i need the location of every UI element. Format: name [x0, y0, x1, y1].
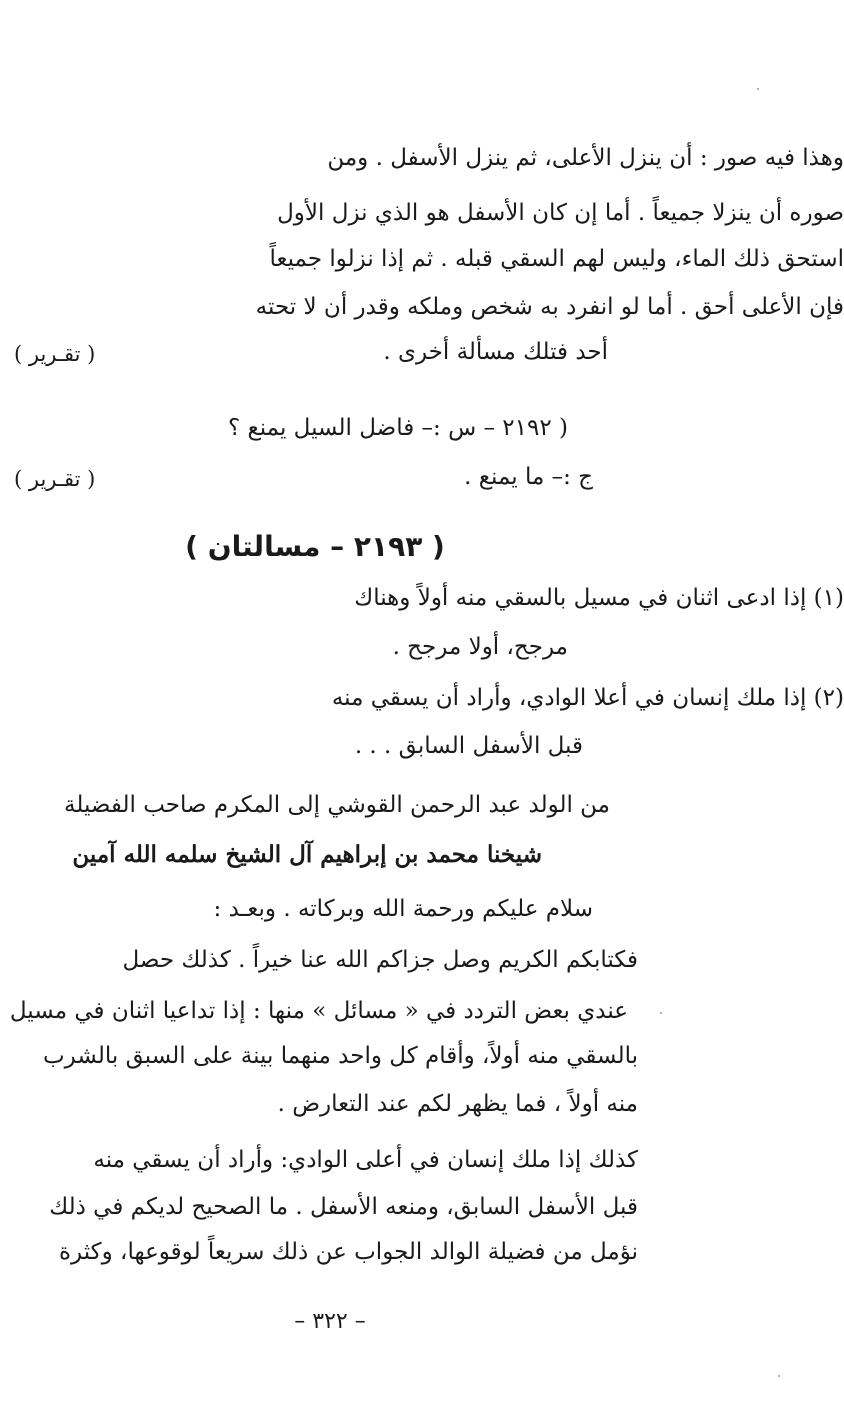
text-line: (٢) إذا ملك إنسان في أعلا الوادي، وأراد أن يسقي منه [331, 685, 844, 711]
text-line: فإن الأعلى أحق . أما لو انفرد به شخص وملكه وقدر أن لا تحته [255, 294, 844, 320]
letter-from: من الولد عبد الرحمن القوشي إلى المكرم صاحب الفضيلة [64, 792, 610, 818]
source-tag: ( تقـرير ) [14, 342, 96, 366]
scan-speck [778, 1375, 780, 1377]
letter-recipient: شيخنا محمد بن إبراهيم آل الشيخ سلمه الله آمين [72, 841, 542, 868]
page-number: – ٣٢٢ – [294, 1309, 366, 1334]
source-tag: ( تقـرير ) [14, 467, 96, 491]
text-line: نؤمل من فضيلة الوالد الجواب عن ذلك سريعاً لوقوعها، وكثرة [59, 1239, 638, 1265]
text-line: بالسقي منه أولاً، وأقام كل واحد منهما بينة على السبق بالشرب [43, 1043, 638, 1069]
scan-speck [757, 88, 759, 90]
section-title: ( ٢١٩٣ – مسالتان ) [185, 530, 445, 563]
text-line: صوره أن ينزلا جميعاً . أما إن كان الأسفل هو الذي نزل الأول [277, 200, 844, 226]
text-line: عندي بعض التردد في « مسائل » منها : إذا تداعيا اثنان في مسيل [9, 998, 628, 1024]
text-line: قبل الأسفل السابق، ومنعه الأسفل . ما الصحيح لديكم في ذلك [49, 1194, 638, 1220]
text-line: منه أولاً ، فما يظهر لكم عند التعارض . [277, 1091, 638, 1117]
text-line: (١) إذا ادعى اثنان في مسيل بالسقي منه أولاً وهناك [354, 585, 844, 611]
text-line: فكتابكم الكريم وصل جزاكم الله عنا خيراً . كذلك حصل [122, 947, 638, 973]
text-line: مرجح، أولا مرجح . [392, 634, 568, 660]
question-line: ( ٢١٩٢ – س :– فاضل السيل يمنع ؟ [227, 415, 568, 441]
scan-speck [660, 1012, 662, 1014]
text-line: قبل الأسفل السابق . . . [354, 733, 583, 759]
answer-line: ج :– ما يمنع . [464, 464, 593, 490]
letter-greeting: سلام عليكم ورحمة الله وبركاته . وبعـد : [213, 896, 593, 922]
text-line: وهذا فيه صور : أن ينزل الأعلى، ثم ينزل الأسفل . ومن [327, 145, 844, 171]
text-line: استحق ذلك الماء، وليس لهم السقي قبله . ثم إذا نزلوا جميعاً [269, 246, 844, 272]
text-line: أحد فتلك مسألة أخرى . [383, 339, 608, 365]
text-line: كذلك إذا ملك إنسان في أعلى الوادي: وأراد أن يسقي منه [93, 1147, 638, 1173]
